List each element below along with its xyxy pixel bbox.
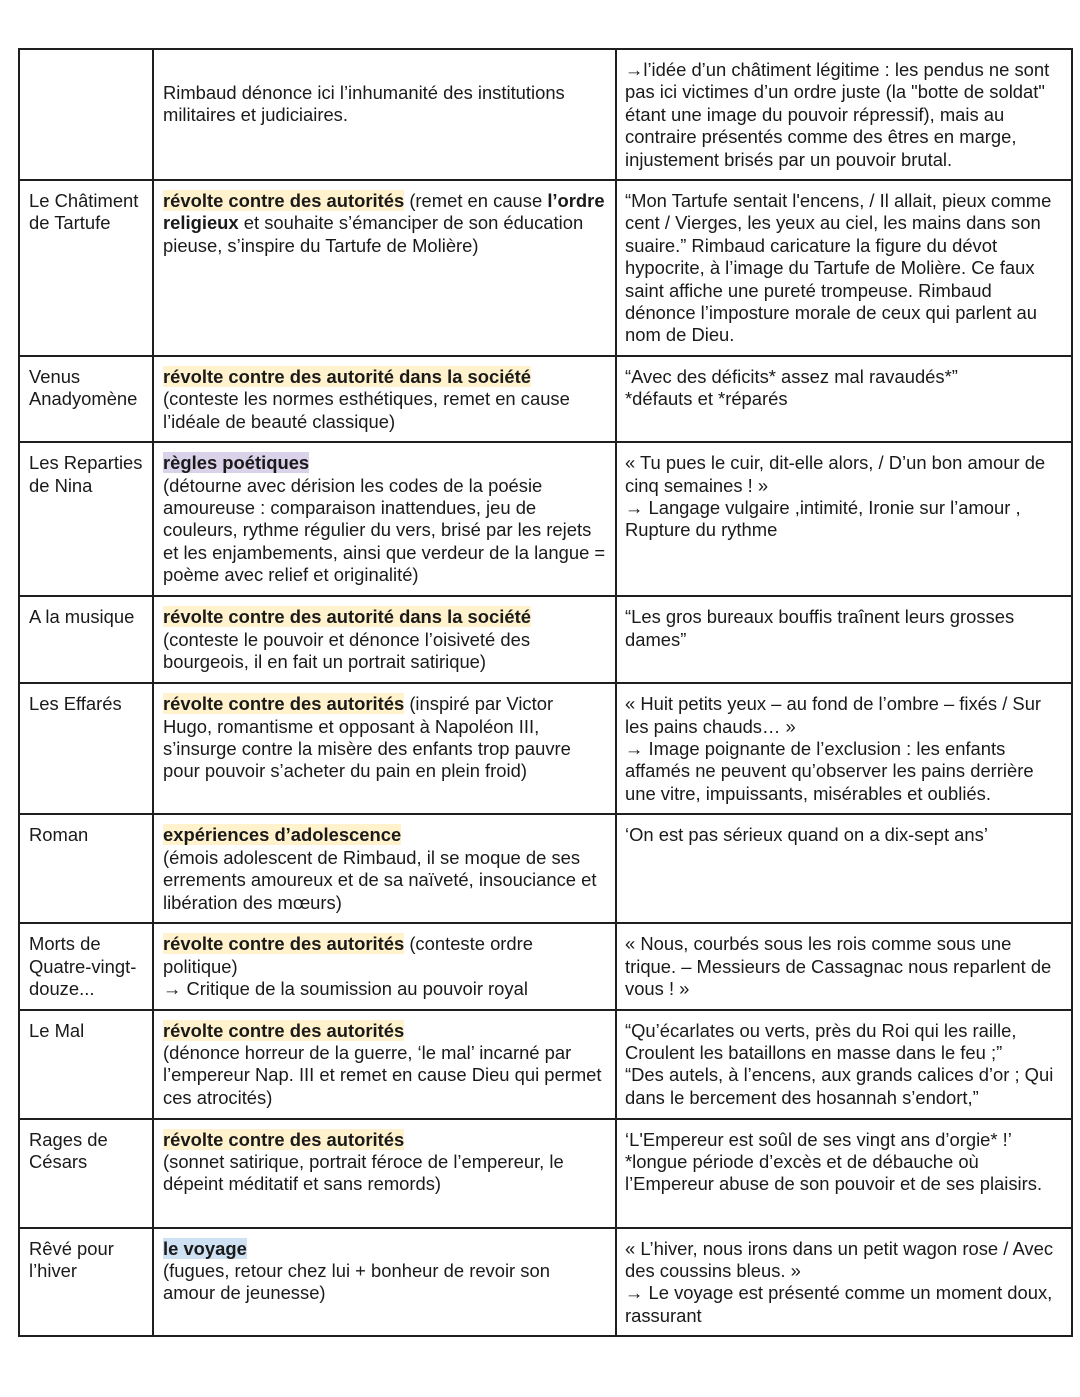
table-row bbox=[19, 180, 1072, 356]
poem-title: Roman bbox=[29, 824, 89, 846]
poem-title: Les Reparties de Nina bbox=[29, 452, 143, 496]
theme-cell bbox=[153, 442, 616, 596]
poem-title-cell bbox=[19, 49, 153, 180]
analysis-bold-text: l’ordre religieux bbox=[163, 190, 605, 234]
analysis-text: Rimbaud dénonce ici l’inhumanité des institutions militaires et judiciaires. bbox=[163, 82, 565, 126]
table-row bbox=[19, 596, 1072, 683]
theme-highlight: expériences d’adolescence bbox=[163, 824, 402, 846]
theme-highlight: révolte contre des autorités bbox=[163, 190, 405, 212]
poem-title-cell bbox=[19, 180, 153, 356]
theme-highlight: règles poétiques bbox=[163, 452, 310, 474]
poem-title-cell bbox=[19, 1010, 153, 1119]
table-row bbox=[19, 923, 1072, 1009]
poem-title: Venus Anadyomène bbox=[29, 366, 138, 410]
theme-highlight: révolte contre des autorité dans la société bbox=[163, 606, 531, 628]
quote-text: « Huit petits yeux – au fond de l’ombre – fixés / Sur les pains chauds… » → Image poignante de l’exclusion : les enfants affamés ne peuvent qu’observer les pains derrière une vitre, impuissants, misérables et oubliés. bbox=[625, 693, 1042, 804]
poem-title: Les Effarés bbox=[29, 693, 122, 715]
poem-title: Le Châtiment de Tartufe bbox=[29, 190, 139, 234]
theme-highlight: révolte contre des autorités bbox=[163, 1019, 405, 1041]
quote-text: « Tu pues le cuir, dit-elle alors, / D’un bon amour de cinq semaines ! » → Langage vulgaire ,intimité, Ironie sur l’amour , Rupture du rythme bbox=[625, 452, 1046, 541]
quote-text: ‘L'Empereur est soûl de ses vingt ans d’orgie* !’ *longue période d’excès et de débauche où l’Empereur abuse de son pouvoir et de ses plaisirs. bbox=[625, 1128, 1043, 1195]
analysis-text: (détourne avec dérision les codes de la poésie amoureuse : comparaison inattendues, jeu de couleurs, rythme régulier du vers, brisé par les rejets et les enjambements, ainsi que verdeur de la langue = poème avec relief et originalité) bbox=[163, 474, 606, 586]
quote-text: →l’idée d’un châtiment légitime : les pendus ne sont pas ici victimes d’un ordre juste (la "botte de soldat" étant une image du pouvoir répressif), mais au contraire présentés comme des êtres en marge, injustement brisés par un pouvoir brutal. bbox=[625, 59, 1050, 170]
theme-cell bbox=[153, 923, 616, 1009]
table-row bbox=[19, 49, 1072, 180]
quote-text: ‘On est pas sérieux quand on a dix-sept ans’ bbox=[625, 824, 988, 846]
quote-cell bbox=[616, 180, 1072, 356]
table-row bbox=[19, 683, 1072, 814]
analysis-text: (inspiré par Victor Hugo, romantisme et opposant à Napoléon III, s’insurge contre la misère des enfants trop pauvre pour pouvoir s’acheter du pain en plein froid) bbox=[163, 693, 571, 782]
poem-title: Rages de Césars bbox=[29, 1128, 108, 1172]
poem-title-cell bbox=[19, 923, 153, 1009]
analysis-text: (dénonce horreur de la guerre, ‘le mal’ incarné par l’empereur Nap. III et remet en cause Dieu qui permet ces atrocités) bbox=[163, 1041, 602, 1108]
theme-highlight: révolte contre des autorités bbox=[163, 693, 405, 715]
quote-cell bbox=[616, 814, 1072, 923]
quote-cell bbox=[616, 683, 1072, 814]
theme-cell bbox=[153, 1228, 616, 1337]
table-row bbox=[19, 814, 1072, 923]
analysis-text: (émois adolescent de Rimbaud, il se moque de ses errements amoureux et de sa naïveté, insouciance et libération des mœurs) bbox=[163, 846, 597, 913]
quote-cell bbox=[616, 596, 1072, 683]
theme-highlight: révolte contre des autorités bbox=[163, 933, 405, 955]
table-row bbox=[19, 442, 1072, 596]
quote-cell bbox=[616, 49, 1072, 180]
quote-cell bbox=[616, 1010, 1072, 1119]
quote-cell bbox=[616, 923, 1072, 1009]
quote-text: « Nous, courbés sous les rois comme sous une trique. – Messieurs de Cassagnac nous reparlent de vous ! » bbox=[625, 933, 1052, 1000]
quote-cell bbox=[616, 356, 1072, 442]
quote-text: “Avec des déficits* assez mal ravaudés*” *défauts et *réparés bbox=[625, 366, 958, 410]
theme-cell bbox=[153, 683, 616, 814]
poem-title-cell bbox=[19, 356, 153, 442]
quote-text: “Mon Tartufe sentait l'encens, / Il allait, pieux comme cent / Vierges, les yeux au ciel, les mains dans son suaire.” Rimbaud caricature la figure du dévot hypocrite, à l’image du Tartufe de Molière. Ce faux saint affiche une pureté trompeuse. Rimbaud dénonce l’imposture morale de ceux qui parlent au nom de Dieu. bbox=[625, 190, 1052, 346]
analysis-text: (conteste les normes esthétiques, remet en cause l’idéale de beauté classique) bbox=[163, 388, 570, 432]
poem-title-cell bbox=[19, 442, 153, 596]
analysis-text: (conteste ordre politique) → Critique de la soumission au pouvoir royal bbox=[163, 933, 534, 1000]
theme-cell bbox=[153, 1119, 616, 1228]
quote-cell bbox=[616, 1228, 1072, 1337]
poem-title: Le Mal bbox=[29, 1019, 85, 1041]
table-row bbox=[19, 356, 1072, 442]
theme-cell bbox=[153, 180, 616, 356]
quote-text: “Les gros bureaux bouffis traînent leurs grosses dames” bbox=[625, 606, 1015, 650]
poem-title: Rêvé pour l’hiver bbox=[29, 1237, 114, 1281]
analysis-text: (fugues, retour chez lui + bonheur de revoir son amour de jeunesse) bbox=[163, 1259, 550, 1304]
quote-cell bbox=[616, 1119, 1072, 1228]
poem-title-cell bbox=[19, 814, 153, 923]
quote-cell bbox=[616, 442, 1072, 596]
quote-text: “Qu’écarlates ou verts, près du Roi qui les raille, Croulent les bataillons en masse dans le feu ;” “Des autels, à l’encens, aux grands calices d’or ; Qui dans le bercement des hosannah s’endort,” bbox=[625, 1019, 1054, 1108]
quote-text: « L’hiver, nous irons dans un petit wagon rose / Avec des coussins bleus. » → Le voyage est présenté comme un moment doux, rassurant bbox=[625, 1237, 1054, 1326]
poem-title: Morts de Quatre-vingt-douze... bbox=[29, 933, 137, 1000]
theme-cell bbox=[153, 814, 616, 923]
analysis-text: et souhaite s’émanciper de son éducation pieuse, s’inspire du Tartufe de Molière) bbox=[163, 212, 584, 256]
theme-cell bbox=[153, 356, 616, 442]
table-row bbox=[19, 1010, 1072, 1119]
analysis-text: (sonnet satirique, portrait féroce de l’empereur, le dépeint méditatif et sans remords) bbox=[163, 1150, 564, 1195]
poem-title-cell bbox=[19, 1119, 153, 1228]
poem-title-cell bbox=[19, 596, 153, 683]
theme-cell bbox=[153, 1010, 616, 1119]
analysis-text: (remet en cause bbox=[404, 190, 548, 212]
poem-title-cell bbox=[19, 1228, 153, 1337]
theme-cell bbox=[153, 49, 616, 180]
table-row bbox=[19, 1228, 1072, 1337]
table-row bbox=[19, 1119, 1072, 1228]
poems-table bbox=[18, 48, 1073, 1337]
theme-highlight: révolte contre des autorités bbox=[163, 1128, 405, 1150]
theme-cell bbox=[153, 596, 616, 683]
theme-highlight: le voyage bbox=[163, 1237, 247, 1259]
poem-title-cell bbox=[19, 683, 153, 814]
analysis-text: (conteste le pouvoir et dénonce l’oisiveté des bourgeois, il en fait un portrait satirique) bbox=[163, 628, 531, 673]
poem-title: A la musique bbox=[29, 606, 135, 628]
theme-highlight: révolte contre des autorité dans la société bbox=[163, 366, 531, 388]
